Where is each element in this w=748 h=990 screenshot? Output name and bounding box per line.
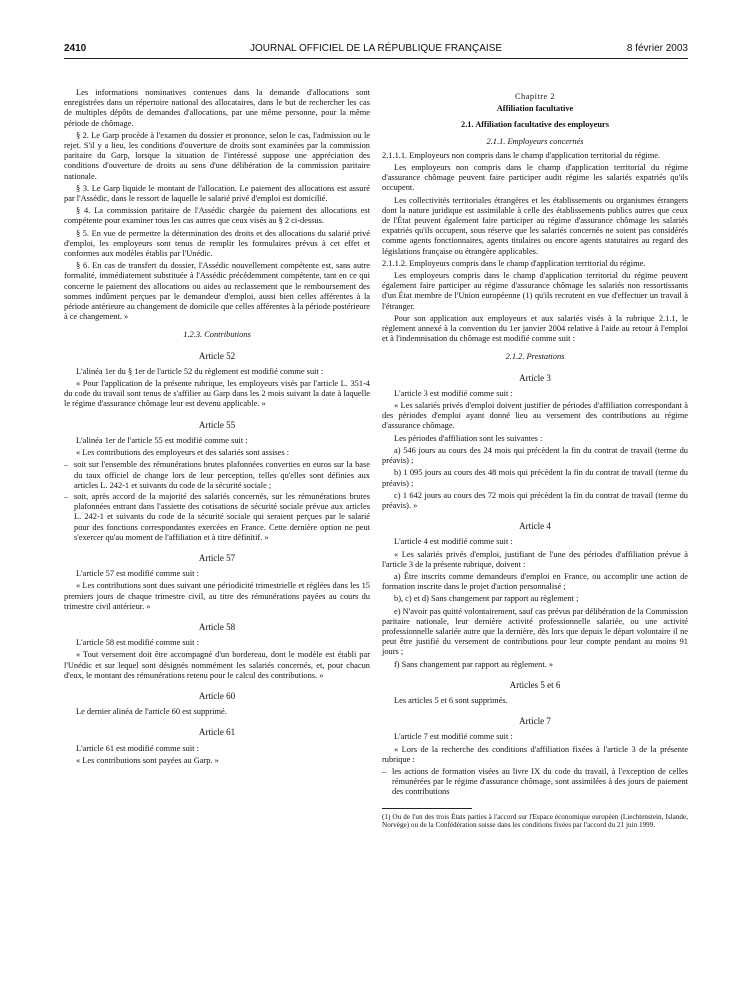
paragraph: « Les salariés privés d'emploi doivent justifier de périodes d'affiliation correspondant à des périodes d'emploi ayant donné lieu au versement des contributions au régime d'assurance chômage. [382, 401, 688, 431]
paragraph: Les employeurs non compris dans le champ d'application territorial du régime d'assurance chômage peuvent faire participer audit régime les salariés expatriés qu'ils occupent. [382, 163, 688, 193]
paragraph: « Les contributions sont payées au Garp. » [76, 755, 219, 765]
paragraph: Le dernier alinéa de l'article 60 est supprimé. [76, 707, 227, 717]
subsection-heading: 2.1.2. Prestations [505, 352, 565, 362]
chapter-title: Affiliation facultative [496, 104, 574, 114]
paragraph: Les collectivités territoriales étrangères et les établissements ou organismes étrangers dont la nature juridique est assimilable à celle des établissements publics autres que ceux de l'État peuvent également faire participer au régime d'assurance chômage les salariés expatriés qu'ils occupent, sous réserve que les salariés concernés ne soient pas considérés comme agents fonctionnaires, agents titulaires ou encore agents statutaires au regard des législations française ou étrangère applicables. [382, 195, 688, 256]
paragraph: Les informations nominatives contenues dans la demande d'allocations sont enregistrées dans un répertoire national des allocataires, dans le but de rechercher les cas de multiples dépôts de demandes d'allocations, par une même personne, pour la même période de chômage. [64, 88, 370, 128]
paragraph: L'article 3 est modifié comme suit : [394, 388, 513, 398]
footnote-rule [382, 808, 472, 809]
publication-date: 8 février 2003 [626, 43, 688, 54]
paragraph: Pour son application aux employeurs et aux salariés visés à la rubrique 2.1.1, le règlement annexé à la convention du 1er janvier 2004 relative à l'aide au retour à l'emploi et à l'indemnisation du chômage est modifié comme suit : [382, 313, 688, 344]
article-heading: Article 61 [198, 727, 236, 738]
paragraph: L'article 4 est modifié comme suit : [394, 537, 513, 547]
article-heading: Article 60 [198, 690, 236, 701]
paragraph: L'article 61 est modifié comme suit : [76, 743, 199, 753]
chapter-heading: Chapitre 2 [514, 92, 556, 101]
header-rule [64, 58, 688, 59]
paragraph: L'alinéa 1er du § 1er de l'article 52 du règlement est modifié comme suit : [76, 366, 324, 376]
subsection-heading: 2.1.1. Employeurs concernés [486, 136, 584, 146]
footnote: (1) Ou de l'un des trois États parties à l'accord sur l'Espace économique européen (Liechtenstein, Islande, Norvège) ou de la Confédération suisse dans les conditions fixées par l'accord du 21 juin 1999. [382, 812, 688, 830]
paragraph: b) 1 095 jours au cours des 48 mois qui précèdent la fin du contrat de travail (terme du préavis) ; [382, 468, 688, 488]
list-item: – soit sur l'ensemble des rémunérations brutes plafonnées converties en euros sur la base du taux officiel de change lors de leur perception, telles qu'elles sont définies aux articles L. 242-1 et suivants du code de la sécurité sociale ; [64, 460, 370, 491]
list-item: – soit, après accord de la majorité des salariés concernés, sur les rémunérations brutes plafonnées entrant dans l'assiette des cotisations de sécurité sociale prévue aux articles L. 242-1 et suivants du code de la sécurité sociale qui seraient perçues par le salarié pour des fonctions correspondantes exercées en France. Cette dernière option ne peut s'exercer qu'au moment de l'affiliation et à titre définitif. » [64, 492, 370, 543]
paragraph: L'article 58 est modifié comme suit : [76, 638, 199, 648]
paragraph: « Tout versement doit être accompagné d'un bordereau, dont le modèle est établi par l'Unédic et sur lequel sont désignés nommément les salariés concernés, et, pour chacun d'eux, le montant des rémunérations retenu pour le calcul des contributions. » [64, 650, 370, 680]
section-heading: 2.1. Affiliation facultative des employeurs [461, 120, 609, 130]
dash-list [382, 767, 688, 798]
article-heading: Article 4 [519, 521, 551, 532]
paragraph: Les employeurs compris dans le champ d'application territorial du régime peuvent également faire participer au régime d'assurance chômage les salariés non ressortissants d'un État membre de l'Union européenne (1) qu'ils recrutent en vue d'effectuer un travail à l'étranger. [382, 271, 688, 311]
paragraph: « Les contributions des employeurs et des salariés sont assises : [76, 448, 290, 458]
article-heading: Article 7 [519, 716, 551, 727]
paragraph: L'article 57 est modifié comme suit : [76, 569, 199, 579]
paragraph: 2.1.1.2. Employeurs compris dans le champ d'application territorial du régime. [382, 258, 646, 268]
paragraph: b), c) et d) Sans changement par rapport au règlement ; [394, 594, 579, 604]
page-header [64, 43, 688, 57]
list-item: – les actions de formation visées au livre IX du code du travail, à l'exception de celles rémunérées par le régime d'assurance chômage, sont assimilées à des jours de paiement des contributions [382, 767, 688, 798]
paragraph: § 2. Le Garp procède à l'examen du dossier et prononce, selon le cas, l'admission ou le rejet. S'il y a lieu, les conditions d'ouverture de droits sont examinées par la commission paritaire du Garp, lorsque la situation de l'intéressé suppose une appréciation des conditions d'ouverture de droits au sens d'une délibération de la commission paritaire nationale. [64, 130, 370, 181]
paragraph: Les périodes d'affiliation sont les suivantes : [394, 433, 543, 443]
paragraph: L'article 7 est modifié comme suit : [394, 732, 513, 742]
paragraph: e) N'avoir pas quitté volontairement, sauf cas prévus par délibération de la Commission paritaire nationale, leur dernière activité professionnelle salariée, ou une activité professionnelle salariée autre que la dernière, dès lors que depuis le départ volontaire il ne peut être justifié du versement de contributions pour leur compte pendant au moins 91 jours ; [382, 606, 688, 657]
right-column [382, 88, 688, 830]
paragraph: L'alinéa 1er de l'article 55 est modifié comme suit : [76, 435, 248, 445]
paragraph: 2.1.1.1. Employeurs non compris dans le champ d'application territorial du régime. [382, 150, 661, 160]
left-column [64, 88, 370, 768]
article-heading: Article 58 [198, 621, 236, 632]
paragraph: Les articles 5 et 6 sont supprimés. [394, 695, 508, 705]
article-heading: Article 3 [519, 372, 551, 383]
paragraph: § 6. En cas de transfert du dossier, l'Assédic nouvellement compétente est, sans autre formalité, immédiatement substituée à l'Assédic précédemment compétente, tant en ce qui concerne le paiement des allocations ou aides au reclassement que le remboursement des sommes indûment perçues par le demandeur d'emploi, aussi bien celles afférentes à la période antérieure au changement de domicile que celles afférentes à la période postérieure à ce changement. » [64, 261, 370, 322]
dash-list [64, 460, 370, 543]
paragraph: § 5. En vue de permettre la détermination des droits et des allocations du salarié privé d'emploi, les employeurs sont tenus de remplir les formulaires prévus à cet effet et conformes aux modèles établis par l'Unédic. [64, 228, 370, 259]
article-heading: Article 57 [198, 552, 236, 563]
paragraph: « Les salariés privés d'emploi, justifiant de l'une des périodes d'affiliation prévue à l'article 3 de la présente rubrique, doivent : [382, 549, 688, 569]
paragraph: § 4. La commission paritaire de l'Assédic chargée du paiement des allocations est compétente pour examiner tous les cas autres que ceux visés au § 2 ci-dessus. [64, 206, 370, 226]
paragraph: a) 546 jours au cours des 24 mois qui précèdent la fin du contrat de travail (terme du préavis) ; [382, 445, 688, 466]
journal-title: JOURNAL OFFICIEL DE LA RÉPUBLIQUE FRANÇAISE [249, 43, 503, 54]
paragraph: a) Être inscrits comme demandeurs d'emploi en France, ou accomplir une action de formation inscrite dans le projet d'action personnalisé ; [382, 571, 688, 592]
paragraph: c) 1 642 jours au cours des 72 mois qui précèdent la fin du contrat de travail (terme du préavis). » [382, 490, 688, 510]
section-heading: 1.2.3. Contributions [183, 330, 251, 340]
paragraph: f) Sans changement par rapport au règlement. » [394, 659, 554, 669]
page-number: 2410 [64, 43, 87, 54]
paragraph: § 3. Le Garp liquide le montant de l'allocation. Le paiement des allocations est assuré par l'Assédic, dans le ressort de laquelle le salarié privé d'emploi est domicilié. [64, 183, 370, 204]
paragraph: « Les contributions sont dues suivant une périodicité trimestrielle et réglées dans les 15 premiers jours de chaque trimestre civil, au titre des rémunérations payées au cours du trimestre civil antérieur. » [64, 581, 370, 611]
article-heading: Article 52 [198, 350, 236, 361]
paragraph: « Pour l'application de la présente rubrique, les employeurs visés par l'article L. 351-4 du code du travail sont tenus de s'affilier au Garp dans les 2 mois suivant la date à laquelle le régime d'assurance chômage leur est devenu applicable. » [64, 379, 370, 409]
paragraph: « Lors de la recherche des conditions d'affiliation fixées à l'article 3 de la présente rubrique : [382, 744, 688, 764]
article-heading: Articles 5 et 6 [509, 679, 561, 690]
article-heading: Article 55 [198, 419, 236, 430]
